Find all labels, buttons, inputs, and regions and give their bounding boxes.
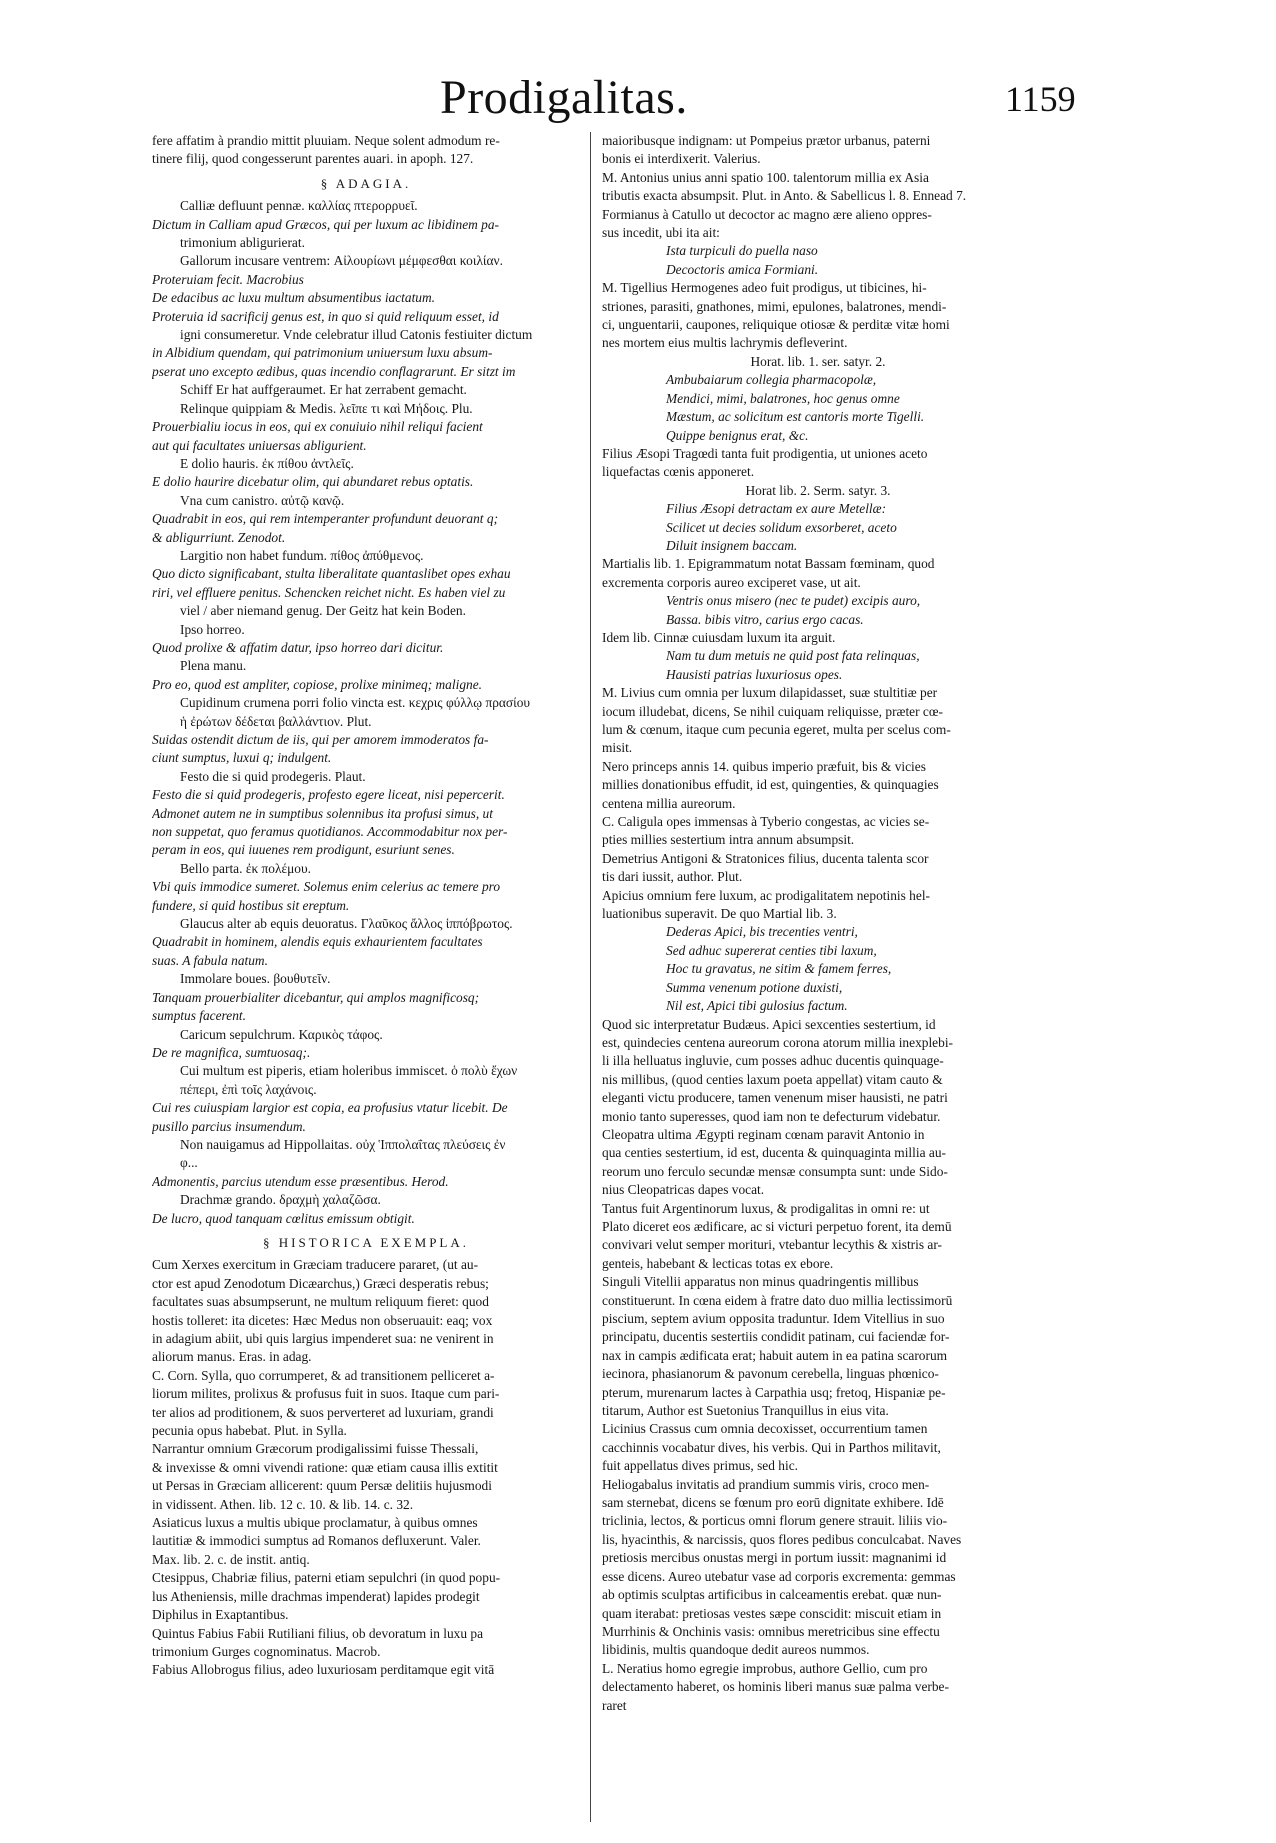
text-line: Ventris onus misero (nec te pudet) excipis auro,	[666, 593, 921, 609]
history-line: Fabius Allobrogus filius, adeo luxuriosam perditamque egit vitā	[152, 1662, 495, 1678]
text-line: L. Neratius homo egregie improbus, authore Gellio, cum pro	[602, 1660, 928, 1676]
text-line: excrementa corporis aureo exciperet vase, ut ait.	[602, 574, 861, 590]
text-line: principatu, ducentis sestertiis condidit patinam, cui faciendæ for-	[602, 1329, 950, 1345]
adage-line: in Albidium quendam, qui patrimonium uniuersum luxu absum-	[152, 345, 493, 361]
text-line: nis millibus, (quod centies laxum poeta appellat) vitam cauto &	[602, 1071, 943, 1087]
right-text	[602, 132, 1034, 1715]
text-line: Dederas Apici, bis trecenties ventri,	[666, 924, 858, 940]
adage-line: Quo dicto significabant, stulta liberalitate quantaslibet opes exhau	[152, 566, 511, 582]
text-line: tinere filij, quod congesserunt parentes auari. in apoph. 127.	[152, 151, 474, 167]
column-divider	[590, 132, 591, 1822]
text-line: Ambubaiarum collegia pharmacopolæ,	[666, 372, 877, 388]
text-line: esse dicens. Aureo utebatur vase ad corporis excrementa: gemmas	[602, 1568, 956, 1584]
adage-line: fundere, si quid hostibus sit ereptum.	[152, 897, 350, 913]
running-title: Prodigalitas.	[440, 71, 688, 124]
adage-line: De edacibus ac luxu multum absumentibus iactatum.	[152, 290, 436, 306]
adage-line: Vbi quis immodice sumeret. Solemus enim celerius ac temere pro	[152, 879, 501, 895]
history-line: liorum milites, prolixus & profusus fuit in suos. Itaque cum pari-	[152, 1386, 500, 1402]
text-line: Decoctoris amica Formiani.	[666, 261, 819, 277]
left-column	[152, 132, 580, 1822]
text-line: millies donationibus effudit, id est, quingenties, & quinquagies	[602, 777, 939, 793]
text-line: ci, unguentarii, caupones, reliquique otiosæ & perditæ vitæ homi	[602, 317, 950, 333]
text-line: fere affatim à prandio mittit pluuiam. Neque solent admodum re-	[152, 133, 500, 148]
adage-line: viel / aber niemand genug. Der Geitz hat kein Boden.	[180, 603, 466, 619]
history-line: Narrantur omnium Græcorum prodigalissimi fuisse Thessali,	[152, 1441, 479, 1457]
text-line: nius Cleopatricas dapes vocat.	[602, 1182, 765, 1198]
text-line: pretiosis mercibus onustas mergi in portum iussit: magnanimi id	[602, 1550, 947, 1566]
history-line: ctor est apud Zenodotum Dicæarchus,) Græci desperatis rebus;	[152, 1275, 489, 1291]
text-line: Filius Æsopi Tragœdi tanta fuit prodigentia, ut uniones aceto	[602, 445, 928, 461]
text-line: Filius Æsopi detractam ex aure Metellæ:	[666, 501, 887, 517]
text-line: Bassa. bibis vitro, carius ergo cacas.	[666, 611, 864, 627]
adage-line: Quod prolixe & affatim datur, ipso horreo dari dicitur.	[152, 639, 444, 655]
adage-line: Cui multum est piperis, etiam holeribus immiscet. ὁ πολὺ ἔχων	[180, 1063, 518, 1079]
text-line: iocum illudebat, dicens, Se nihil cuiquam reliquisse, præter cœ-	[602, 703, 944, 719]
text-line: Martialis lib. 1. Epigrammatum notat Bassam fœminam, quod	[602, 556, 935, 572]
history-line: lautitiæ & immodici sumptus ad Romanos defluxerunt. Valer.	[152, 1533, 481, 1549]
right-column	[602, 132, 1034, 1822]
text-line: monio tanto superesses, quod iam non te defecturum videbatur.	[602, 1108, 941, 1124]
text-line: lis, hyacinthis, & narcissis, quos flores pedibus conculcabat. Naves	[602, 1531, 962, 1547]
text-line: Diluit insignem baccam.	[666, 537, 798, 553]
text-line: cacchinnis vocabatur dives, his verbis. Qui in Parthos militavit,	[602, 1439, 941, 1455]
adage-line: Largitio non habet fundum. πίθος ἀπύθμενος.	[180, 547, 424, 563]
text-line: raret	[602, 1697, 627, 1713]
text-line: Horat lib. 2. Serm. satyr. 3.	[745, 482, 891, 498]
text-line: Horat. lib. 1. ser. satyr. 2.	[750, 353, 886, 369]
adage-line: Dictum in Calliam apud Græcos, qui per luxum ac libidinem pa-	[152, 216, 500, 232]
adage-line: Immolare boues. βουθυτεῖν.	[180, 971, 331, 987]
text-line: Apicius omnium fere luxum, ac prodigalitatem nepotinis hel-	[602, 887, 930, 903]
history-line: Quintus Fabius Fabii Rutiliani filius, ob devoratum in luxu pa	[152, 1625, 484, 1641]
text-line: est, quindecies centena aureorum corona atorum millia inexplebi-	[602, 1034, 954, 1050]
adage-line: peram in eos, qui iuuenes rem prodigunt, esuriunt senes.	[152, 842, 455, 858]
text-line: centena millia aureorum.	[602, 795, 736, 811]
history-line: trimonium Gurges cognominatus. Macrob.	[152, 1643, 381, 1659]
text-line: Mæstum, ac solicitum est cantoris morte Tigelli.	[666, 409, 925, 425]
history-line: ut Persas in Græciam allicerent: quum Persæ delitiis hujusmodi	[152, 1478, 492, 1494]
adage-line: Admonet autem ne in sumptibus solennibus ita profusi simus, ut	[152, 805, 493, 821]
text-line: constituerunt. In cœna eidem à fratre dato duo millia lectissimorū	[602, 1292, 953, 1308]
text-line: Nil est, Apici tibi gulosius factum.	[666, 998, 848, 1014]
history-line: aliorum manus. Eras. in adag.	[152, 1349, 312, 1365]
text-line: luationibus superavit. De quo Martial lib. 3.	[602, 906, 837, 922]
adage-line: trimonium abligurierat.	[180, 235, 305, 251]
adage-line: Proteruia id sacrificij genus est, in quo si quid reliquum esset, id	[152, 308, 499, 324]
text-line: tis dari iussit, author. Plut.	[602, 869, 743, 885]
adage-line: pusillo parcius insumendum.	[152, 1118, 306, 1134]
adage-line: φ...	[180, 1155, 198, 1171]
history-line: Cum Xerxes exercitum in Græciam traducere pararet, (ut au-	[152, 1257, 479, 1273]
text-line: quam iterabat: pretiosas vestes sæpe conscidit: miscuit etiam in	[602, 1605, 942, 1621]
text-line: Heliogabalus invitatis ad prandium summis viris, croco men-	[602, 1476, 930, 1492]
adage-line: Cupidinum crumena porri folio vincta est. κεχρις φύλλῳ πρασίου	[180, 695, 531, 711]
text-line: Summa venenum potione duxisti,	[666, 979, 843, 995]
text-line: qua centies sestertium, id est, ducenta & quinquaginta millia au-	[602, 1145, 946, 1161]
text-line: Plato diceret eos ædificare, ac si victuri perpetuo forent, ita demū	[602, 1218, 952, 1234]
adage-line: πέπερι, ἐπὶ τοῖς λαχάνοις.	[180, 1081, 317, 1097]
text-line: striones, parasiti, gnathones, mimi, epulones, balatrones, mendi-	[602, 298, 947, 314]
adage-line: Tanquam prouerbialiter dicebantur, qui amplos magnificosq;	[152, 989, 480, 1005]
adagia-heading: § ADAGIA.	[320, 175, 412, 191]
text-line: piscium, septem avium opposita traduntur. Idem Vitellius in suo	[602, 1311, 945, 1326]
adage-line: Calliæ defluunt pennæ. καλλίας πτερορρυεῖ.	[180, 198, 418, 214]
history-line: pecunia opus habebat. Plut. in Sylla.	[152, 1423, 347, 1439]
text-line: genteis, habebant & lecticas totas ex ebore.	[602, 1255, 834, 1271]
adage-line: Schiff Er hat auffgeraumet. Er hat zerrabent gemacht.	[180, 382, 467, 398]
text-line: fuit appellatus dives primus, sed hic.	[602, 1458, 798, 1474]
adage-line: De re magnifica, sumtuosaq;.	[152, 1044, 311, 1060]
text-line: reorum uno ferculo secundæ mensæ consumpta sunt: unde Sido-	[602, 1163, 948, 1179]
text-line: nax in campis ædificata erat; habuit autem in ea patina scarorum	[602, 1347, 948, 1363]
adage-line: Quadrabit in hominem, alendis equis exhaurientem facultates	[152, 934, 483, 950]
history-line: Ctesippus, Chabriæ filius, paterni etiam sepulchri (in quod popu-	[152, 1570, 501, 1586]
text-line: Murrhinis & Onchinis vasis: omnibus meretricibus sine effectu	[602, 1623, 940, 1639]
adage-line: Prouerbialiu iocus in eos, qui ex conuiuio nihil reliqui facient	[152, 419, 483, 435]
text-line: Demetrius Antigoni & Stratonices filius, ducenta talenta scor	[602, 850, 929, 866]
text-line: titarum, Author est Suetonius Tranquillus in eius vita.	[602, 1403, 889, 1419]
text-line: sus incedit, ubi ita ait:	[602, 225, 720, 241]
adage-line: Festo die si quid prodegeris. Plaut.	[180, 768, 366, 784]
page-number: 1159	[1005, 79, 1076, 119]
adage-line: Pro eo, quod est ampliter, copiose, prolixe minimeq; maligne.	[152, 676, 482, 692]
history-line: ter alios ad proditionem, & suos perverteret ad luxuriam, grandi	[152, 1404, 494, 1420]
text-line: M. Antonius unius anni spatio 100. talentorum millia ex Asia	[602, 169, 929, 185]
text-line: Quippe benignus erat, &c.	[666, 427, 809, 443]
adage-line: ἡ ἐρώτων δέδεται βαλλάντιον. Plut.	[180, 713, 372, 729]
adage-line: sumptus facerent.	[152, 1008, 246, 1024]
adage-line: Plena manu.	[180, 658, 247, 674]
history-line: in adagium abiit, ubi quis largius impenderet sua: ne venirent in	[152, 1331, 494, 1346]
text-line: Scilicet ut decies solidum exsorberet, aceto	[666, 519, 897, 535]
history-line: C. Corn. Sylla, quo corrumperet, & ad transitionem pelliceret a-	[152, 1367, 495, 1383]
text-line: Formianus à Catullo ut decoctor ac magno ære alieno oppres-	[602, 206, 932, 222]
text-line: Nam tu dum metuis ne quid post fata relinquas,	[666, 648, 920, 664]
text-line: Cleopatra ultima Ægypti reginam cœnam paravit Antonio in	[602, 1126, 925, 1142]
adage-line: Admonentis, parcius utendum esse præsentibus. Herod.	[152, 1173, 449, 1189]
history-line: Asiaticus luxus a multis ubique proclamatur, à quibus omnes	[152, 1515, 478, 1531]
adage-line: Proteruiam fecit. Macrobius	[152, 271, 304, 287]
page-header	[0, 70, 1276, 134]
adage-line: & abligurriunt. Zenodot.	[152, 529, 286, 545]
text-line: ab optimis sculptas artificibus in calceamentis erebat. quæ nun-	[602, 1587, 942, 1603]
text-line: maioribusque indignam: ut Pompeius prætor urbanus, paterni	[602, 133, 931, 148]
adage-line: Vna cum canistro. αὐτῷ κανῷ.	[180, 492, 345, 508]
text-line: Sed adhuc supererat centies tibi laxum,	[666, 942, 877, 958]
history-line: Diphilus in Exaptantibus.	[152, 1607, 289, 1623]
intro-text	[152, 132, 580, 169]
adage-line: Bello parta. ἐκ πολέμου.	[180, 860, 311, 876]
adage-line: Non nauigamus ad Hippollaitas. οὐχ Ἱππολαΐτας πλεύσεις ἐν	[180, 1136, 506, 1152]
text-line: Idem lib. Cinnæ cuiusdam luxum ita arguit.	[602, 629, 836, 645]
adage-line: riri, vel effluere penitus. Schencken reichet nicht. Es haben viel zu	[152, 584, 506, 600]
adage-line: ciunt sumptus, luxui q; indulgent.	[152, 750, 332, 766]
text-line: Licinius Crassus cum omnia decoxisset, occurrentium tamen	[602, 1421, 928, 1437]
historica-list	[152, 1256, 580, 1679]
adage-line: De lucro, quod tanquam cœlitus emissum obtigit.	[152, 1210, 415, 1226]
adage-line: Relinque quippiam & Medis. λεῖπε τι καὶ Μήδοις. Plu.	[180, 400, 473, 416]
text-line: Nero princeps annis 14. quibus imperio præfuit, bis & vicies	[602, 758, 926, 774]
text-line: tributis exacta absumpsit. Plut. in Anto. & Sabellicus l. 8. Ennead 7.	[602, 188, 967, 204]
adage-line: Glaucus alter ab equis deuoratus. Γλαῦκος ἄλλος ἱππόβρωτος.	[180, 916, 513, 932]
text-line: eleganti victu producere, tamen venenum miser hausisti, ne patri	[602, 1090, 948, 1106]
adage-line: Ipso horreo.	[180, 621, 245, 637]
text-line: pties millies sestertium intra annum absumpsit.	[602, 832, 855, 848]
text-line: libidinis, multis quandoque dedit aureos nummos.	[602, 1642, 870, 1658]
adage-line: E dolio hauris. ἐκ πίθου ἀντλεῖς.	[180, 455, 354, 471]
text-line: Ista turpiculi do puella naso	[666, 243, 818, 259]
text-line: Mendici, mimi, balatrones, hoc genus omne	[666, 390, 900, 406]
adage-line: Suidas ostendit dictum de iis, qui per amorem immoderatos fa-	[152, 732, 489, 747]
text-line: misit.	[602, 740, 633, 756]
history-line: hostis tolleret: ita dicetes: Hæc Medus non obseruauit: eaq; vox	[152, 1312, 493, 1328]
adage-line: Drachmæ grando. δραχμὴ χαλαζῶσα.	[180, 1192, 381, 1208]
adage-line: Festo die si quid prodegeris, profesto egere liceat, nisi pepercerit.	[152, 787, 505, 803]
history-line: lus Atheniensis, mille drachmas impenderat) lapides prodegit	[152, 1588, 480, 1604]
text-line: li illa helluatus ingluvie, cum posses adhuc ducentis quinquage-	[602, 1053, 944, 1069]
text-line: pterum, murenarum lactes à Carpathia usq; fretoq, Hispaniæ pe-	[602, 1384, 946, 1400]
text-line: nes mortem eius multis lachrymis defleverint.	[602, 335, 848, 351]
adage-line: Caricum sepulchrum. Καρικὸς τάφος.	[180, 1026, 383, 1042]
text-line: lum & cœnum, itaque cum pecunia egeret, multa per scelus com-	[602, 722, 951, 737]
text-line: M. Tigellius Hermogenes adeo fuit prodigus, ut tibicines, hi-	[602, 280, 927, 296]
text-line: Singuli Vitellii apparatus non minus quadringentis millibus	[602, 1274, 919, 1290]
adage-line: Cui res cuiuspiam largior est copia, ea profusius vtatur licebit. De	[152, 1100, 508, 1116]
text-line: M. Livius cum omnia per luxum dilapidasset, suæ stultitiæ per	[602, 685, 938, 701]
text-line: liquefactas cœnis apponeret.	[602, 464, 755, 480]
adage-line: aut qui facultates uniuersas abligurient.	[152, 437, 367, 453]
text-line: Tantus fuit Argentinorum luxus, & prodigalitas in omni re: ut	[602, 1200, 930, 1216]
text-line: sam sternebat, dicens se fœnum pro eorū dignitate exhibere. Idē	[602, 1495, 944, 1511]
text-line: delectamento haberet, os hominis liberi manus suæ palma verbe-	[602, 1679, 949, 1695]
historica-heading: § HISTORICA EXEMPLA.	[262, 1234, 470, 1250]
adage-line: Quadrabit in eos, qui rem intemperanter profundunt deuorant q;	[152, 511, 499, 527]
history-line: & invexisse & omni vivendi ratione: quæ etiam causa illis extitit	[152, 1459, 498, 1475]
adage-line: igni consumeretur. Vnde celebratur illud Catonis festiuiter dictum	[180, 327, 533, 343]
text-line: bonis ei interdixerit. Valerius.	[602, 151, 761, 167]
adage-line: Gallorum incusare ventrem: Αἰλουρίωνι μέμφεσθαι κοιλίαν.	[180, 253, 503, 269]
history-line: facultates suas absumpserunt, ne multum reliquum fieret: quod	[152, 1294, 489, 1310]
text-line: C. Caligula opes immensas à Tyberio congestas, ac vicies se-	[602, 814, 930, 830]
text-line: Quod sic interpretatur Budæus. Apici sexcenties sestertium, id	[602, 1016, 936, 1032]
adage-line: non suppetat, quo feramus quotidianos. Accommodabitur nox per-	[152, 824, 508, 840]
text-line: triclinia, lectos, & porticus omni florum genere strauit. liliis vio-	[602, 1513, 948, 1529]
text-line: Hoc tu gravatus, ne sitim & famem ferres,	[666, 961, 892, 977]
text-line: Hausisti patrias luxuriosus opes.	[666, 666, 843, 682]
adagia-list	[152, 197, 580, 1228]
adage-line: E dolio haurire dicebatur olim, qui abundaret rebus optatis.	[152, 474, 474, 490]
adage-line: pserat uno excepto ædibus, quas incendio conflagrarunt. Er sitzt im	[152, 363, 516, 379]
text-line: iecinora, phasianorum & pavonum cerebella, linguas phœnico-	[602, 1366, 939, 1382]
text-line: convivari velut semper morituri, vtebantur lecythis & xistris ar-	[602, 1237, 942, 1253]
adage-line: suas. A fabula natum.	[152, 952, 268, 968]
history-line: in vidissent. Athen. lib. 12 c. 10. & lib. 14. c. 32.	[152, 1496, 414, 1512]
history-line: Max. lib. 2. c. de instit. antiq.	[152, 1551, 310, 1567]
